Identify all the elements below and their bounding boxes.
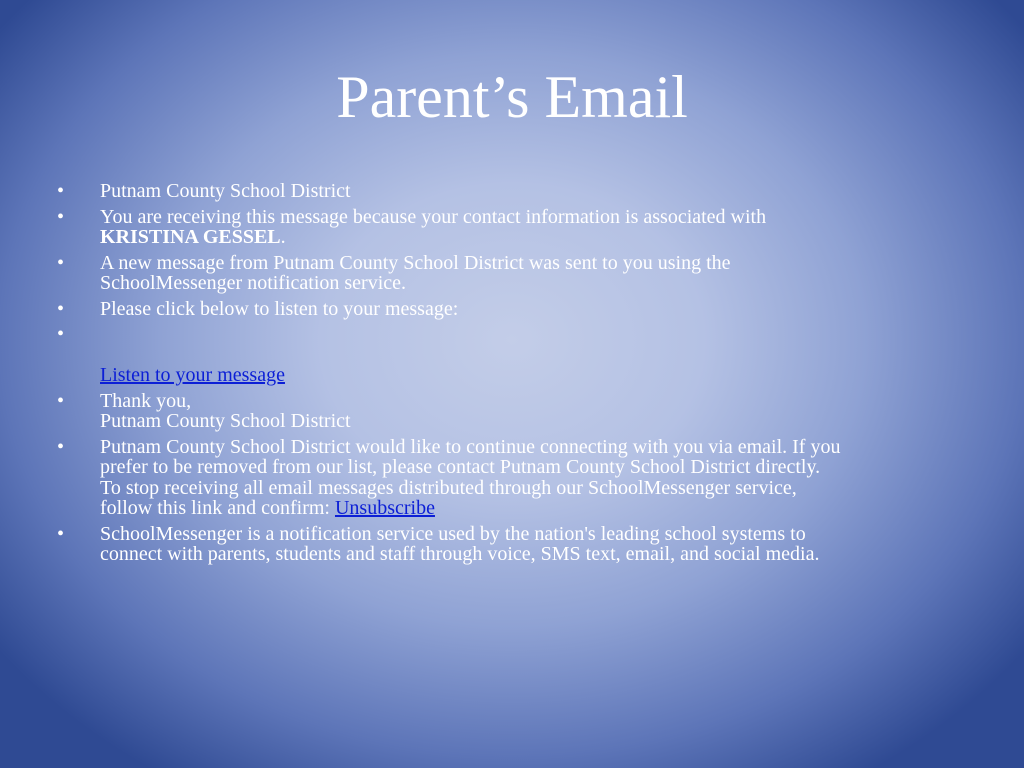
sm-line-1: SchoolMessenger is a notification service used by the nation's leading school systems to (100, 522, 806, 545)
bullet-district (57, 181, 977, 202)
district-text: Putnam County School District (100, 180, 351, 202)
thank-you-text: Thank you, (100, 389, 192, 412)
receiving-period: . (280, 226, 286, 248)
receiving-line-2 (100, 227, 977, 248)
slide-title: Parent’s Email (336, 64, 688, 130)
bullet-dot: • (57, 180, 65, 202)
bullet-dot: • (57, 389, 65, 412)
recipient-name: KRISTINA GESSEL (100, 226, 281, 248)
blank-line (100, 345, 977, 366)
bullet-dot: • (57, 205, 65, 228)
bullet-dot: • (57, 323, 65, 345)
bullet-new-message (57, 253, 977, 294)
bullet-dot: • (57, 522, 65, 545)
bullet-list (57, 181, 977, 570)
bullet-receiving (57, 207, 977, 248)
bullet-dot: • (57, 435, 65, 458)
new-message-line-1: A new message from Putnam County School District was sent to you using the (100, 251, 731, 274)
blank-line (100, 324, 977, 345)
follow-link-text: follow this link and confirm: (100, 497, 335, 519)
continue-line-1: Putnam County School District would like to continue connecting with you via email. If you (100, 435, 841, 458)
bullet-dot: • (57, 251, 65, 274)
listen-message-link[interactable]: Listen to your message (100, 364, 285, 386)
unsubscribe-link[interactable]: Unsubscribe (334, 497, 435, 519)
continue-line-4 (100, 498, 977, 519)
thank-you-signature: Putnam County School District (100, 410, 351, 432)
bullet-schoolmessenger (57, 524, 977, 565)
new-message-line-2: SchoolMessenger notification service. (100, 272, 407, 294)
continue-line-2: prefer to be removed from our list, please contact Putnam County School District directly. (100, 456, 821, 478)
bullet-dot: • (57, 297, 65, 320)
receiving-line-1: You are receiving this message because your contact information is associated with (100, 205, 767, 228)
bullet-thank-you (57, 391, 977, 432)
continue-line-3: To stop receiving all email messages distributed through our SchoolMessenger service, (100, 476, 797, 499)
click-below-text: Please click below to listen to your message: (100, 297, 459, 320)
bullet-listen-link (57, 324, 977, 386)
bullet-continue (57, 437, 977, 519)
bullet-click-below (57, 299, 977, 320)
sm-line-2: connect with parents, students and staff through voice, SMS text, email, and social media. (100, 543, 820, 565)
